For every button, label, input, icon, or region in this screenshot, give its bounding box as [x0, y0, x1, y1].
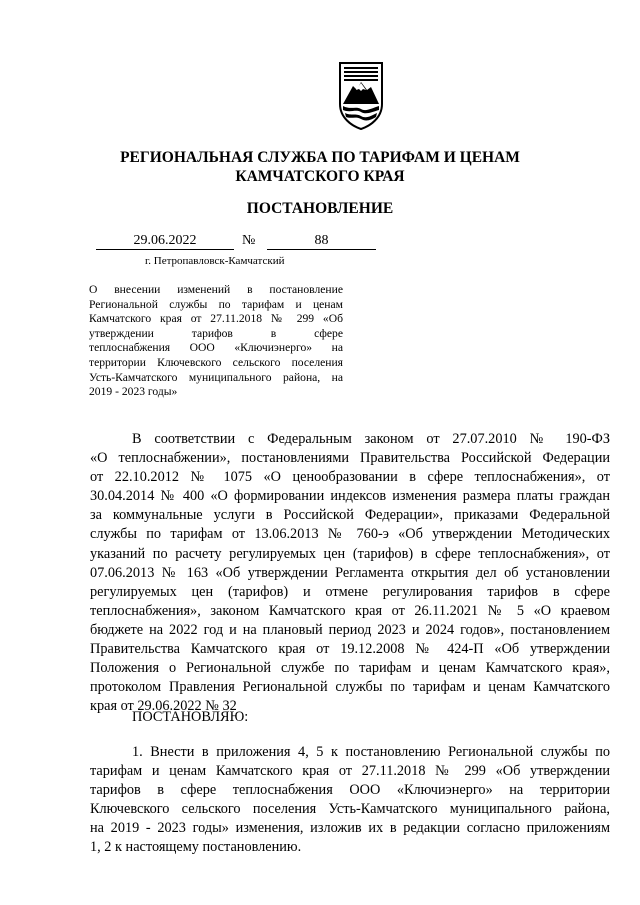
text-line: от 22.10.2012 № 1075 «О ценообразовании в сфере теплоснабжения», от [90, 469, 610, 486]
org-line-1: РЕГИОНАЛЬНАЯ СЛУЖБА ПО ТАРИФАМ И ЦЕНАМ [120, 149, 520, 166]
document-number: 88 [267, 233, 376, 250]
text-line: на 2019 - 2023 годы» изменения, изложив их в редакции согласно приложениям [90, 820, 610, 837]
text-line: теплоснабжения ООО «Ключиэнерго» на [89, 341, 343, 355]
document-date: 29.06.2022 [96, 233, 234, 250]
text-line: 2019 - 2023 годы» [89, 385, 178, 399]
text-line: указаний по расчету регулируемых цен (тарифов) в сфере теплоснабжения», от [90, 545, 610, 562]
text-line: 1. Внести в приложения 4, 5 к постановлению Региональной службы по [132, 744, 610, 760]
text-line: 07.06.2013 № 163 «Об утверждении Регламента открытия дел об установлении [90, 564, 610, 581]
text-line: О внесении изменений в постановление [89, 283, 343, 296]
text-line: 1, 2 к настоящему постановлению. [90, 839, 302, 856]
text-line: теплоснабжения», законом Камчатского края от 26.11.2021 № 5 «О краевом [90, 602, 610, 619]
text-line: Ключевского сельского поселения Усть-Камчатского муниципального района, [90, 801, 610, 818]
text-line: службы по тарифам от 13.06.2013 № 760-э «Об утверждении Методических [90, 526, 610, 543]
text-line: Правительства Камчатского края от 19.12.2008 № 424-П «Об утверждении [90, 641, 610, 658]
preamble-paragraph [90, 430, 610, 716]
text-line: Региональной службы по тарифам и ценам [89, 297, 343, 311]
text-line: протоколом Правления Региональной службы по тарифам и ценам Камчатского [90, 679, 610, 696]
resolve-word: ПОСТАНОВЛЯЮ: [132, 709, 249, 725]
text-line: бюджете на 2022 год и на плановый период 2023 и 2024 годов», постановлением [90, 621, 610, 638]
text-line: края от 29.06.2022 № 32 [90, 698, 237, 715]
item-1-paragraph [90, 743, 610, 858]
text-line: Усть-Камчатского муниципального района, на [89, 370, 343, 384]
text-line: Положения о Региональной службе по тарифам и ценам Камчатского края», [90, 660, 610, 677]
text-line: «О теплоснабжении», постановлениями Правительства Российской Федерации [90, 450, 610, 467]
document-subject [89, 283, 343, 400]
text-line: тарифам и ценам Камчатского края от 27.11.2018 № 299 «Об утверждении [90, 763, 610, 780]
text-line: 30.04.2014 № 400 «О формировании индексов изменения размера платы граждан [90, 488, 610, 505]
text-line: регулируемых цен (тарифов) и отмене регулирования тарифов в сфере [90, 583, 610, 600]
kamchatka-coat-of-arms-icon [336, 60, 386, 130]
city: г. Петропавловск-Камчатский [145, 255, 285, 267]
text-line: утверждении тарифов в сфере [89, 326, 343, 340]
number-sign: № [242, 233, 256, 248]
text-line: В соответствии с Федеральным законом от 27.07.2010 № 190-ФЗ [132, 431, 610, 447]
text-line: тарифов в сфере теплоснабжения ООО «Ключиэнерго» на территории [90, 782, 610, 799]
organization-name [0, 148, 640, 186]
text-line: Камчатского края от 27.11.2018 № 299 «Об [89, 312, 343, 326]
document-type: ПОСТАНОВЛЕНИЕ [246, 200, 394, 217]
text-line: территории Ключевского сельского поселения [89, 355, 343, 369]
text-line: за коммунальные услуги в Российской Федерации», приказами Федеральной [90, 507, 610, 524]
org-line-2: КАМЧАТСКОГО КРАЯ [235, 168, 405, 185]
